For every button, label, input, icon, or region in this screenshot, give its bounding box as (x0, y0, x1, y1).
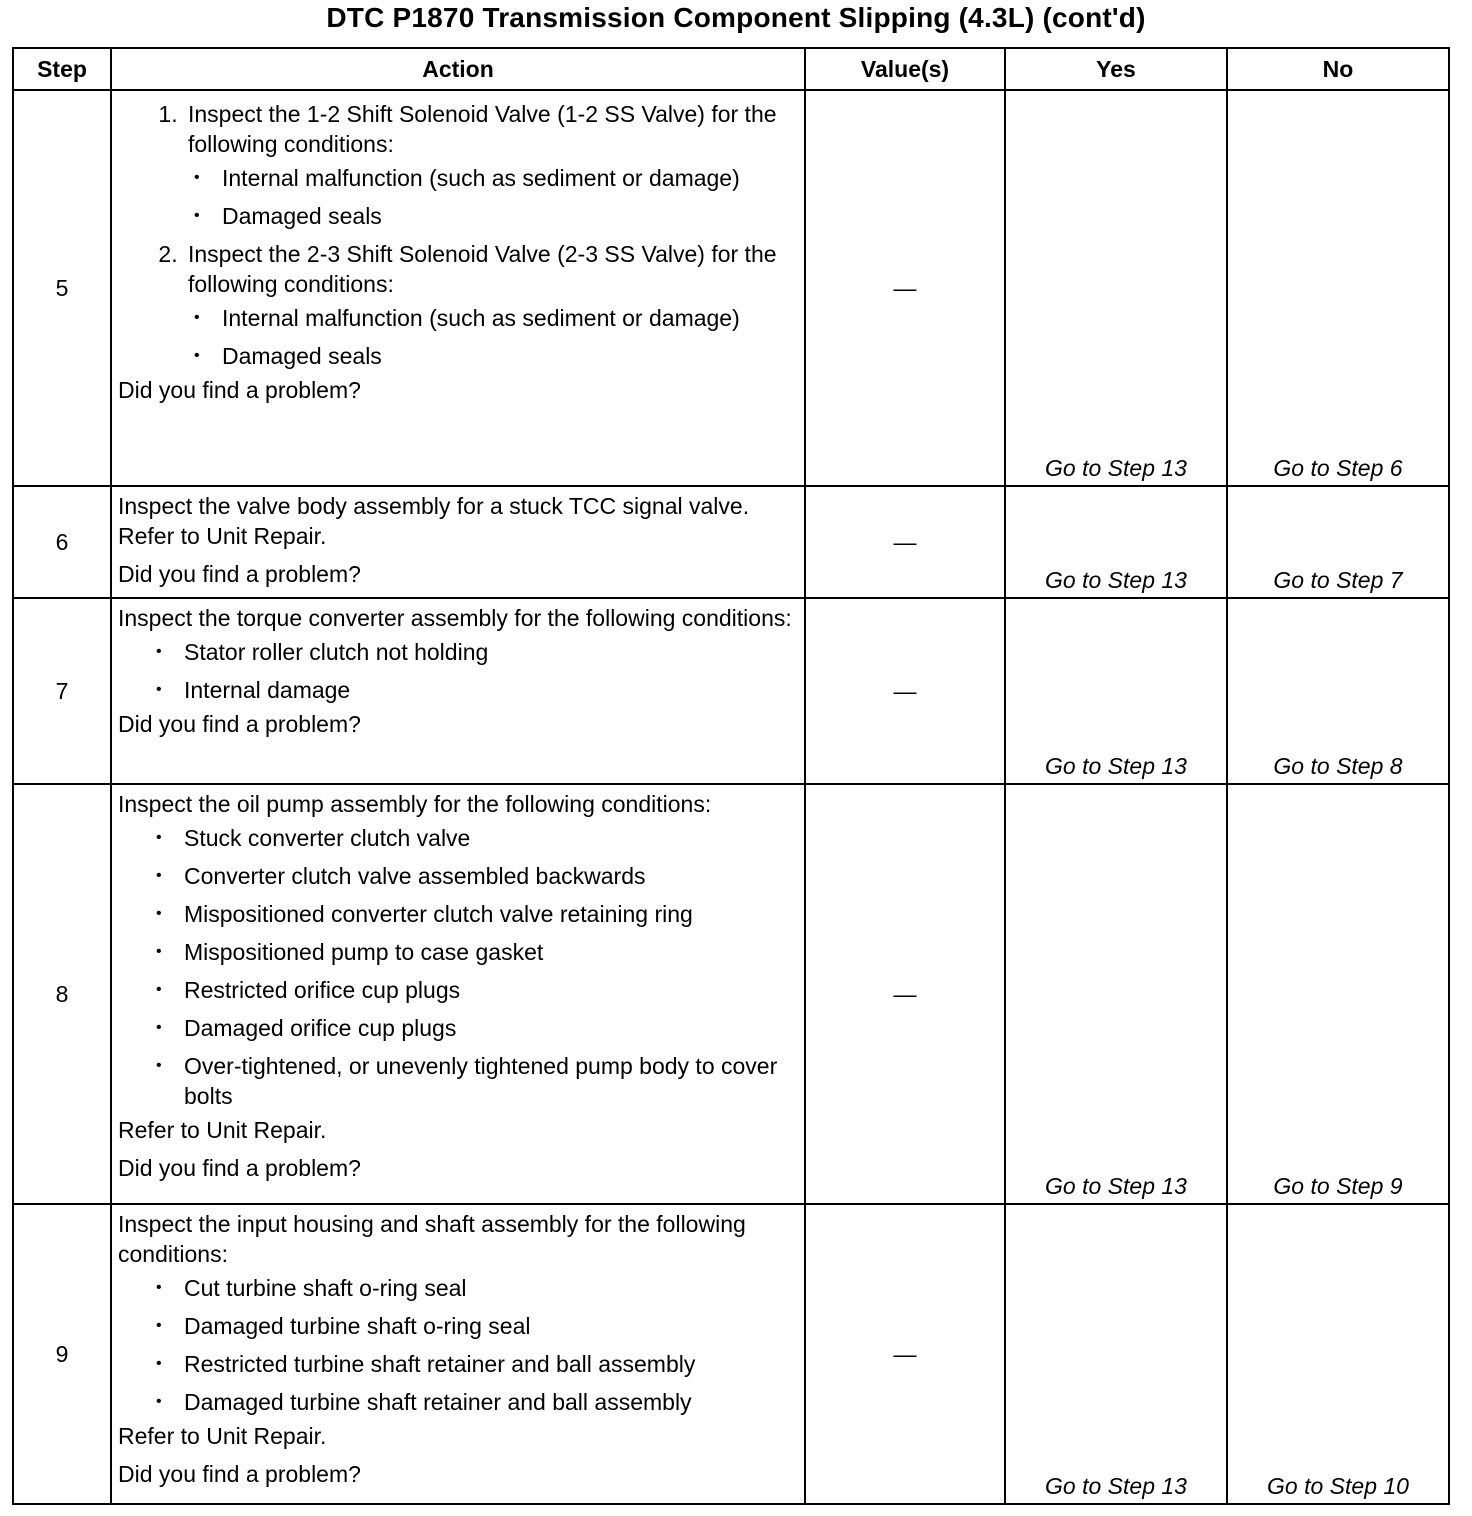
yes-cell: Go to Step 13 (1005, 598, 1227, 784)
action-text: Inspect the input housing and shaft assembly for the following conditions: (118, 1211, 746, 1267)
action-text: Inspect the torque converter assembly for the following conditions: (118, 605, 792, 631)
bullet-item: • Internal malfunction (such as sediment or damage) (188, 163, 796, 193)
bullet-item: • Converter clutch valve assembled backwards (118, 861, 796, 891)
question-text: Did you find a problem? (118, 561, 361, 587)
bullet-item: • Damaged turbine shaft retainer and ball assembly (118, 1387, 796, 1417)
table-row (13, 90, 1449, 486)
step-number: 5 (13, 90, 111, 486)
bullet-item: • Mispositioned converter clutch valve retaining ring (118, 899, 796, 929)
question-text: Did you find a problem? (118, 1461, 361, 1487)
question-text: Did you find a problem? (118, 377, 361, 403)
bullet-item: • Internal malfunction (such as sediment or damage) (188, 303, 796, 333)
numbered-item (184, 99, 796, 231)
bullet-item: • Mispositioned pump to case gasket (118, 937, 796, 967)
value-cell: — (805, 90, 1005, 486)
step-number: 8 (13, 784, 111, 1204)
question-text: Did you find a problem? (118, 711, 361, 737)
bullet-item: • Restricted orifice cup plugs (118, 975, 796, 1005)
bullet-item: • Stator roller clutch not holding (118, 637, 796, 667)
yes-cell: Go to Step 13 (1005, 784, 1227, 1204)
table-row (13, 598, 1449, 784)
header-step: Step (13, 48, 111, 90)
question-text: Did you find a problem? (118, 1155, 361, 1181)
no-cell: Go to Step 8 (1227, 598, 1449, 784)
header-action: Action (111, 48, 805, 90)
diagnostic-table (12, 47, 1450, 1505)
bullet-item: • Over-tightened, or unevenly tightened pump body to cover bolts (118, 1051, 796, 1111)
step-number: 9 (13, 1204, 111, 1504)
value-cell: — (805, 1204, 1005, 1504)
numbered-item-text: Inspect the 2-3 Shift Solenoid Valve (2-3 SS Valve) for the following conditions: (188, 241, 777, 297)
action-cell (111, 1204, 805, 1504)
yes-cell: Go to Step 13 (1005, 1204, 1227, 1504)
bullet-item: • Restricted turbine shaft retainer and ball assembly (118, 1349, 796, 1379)
no-cell: Go to Step 10 (1227, 1204, 1449, 1504)
page-title: DTC P1870 Transmission Component Slipping (4.3L) (cont'd) (326, 2, 1146, 33)
action-cell (111, 598, 805, 784)
yes-cell: Go to Step 13 (1005, 90, 1227, 486)
no-cell: Go to Step 7 (1227, 486, 1449, 598)
bullet-list (188, 303, 796, 371)
bullet-item: • Damaged seals (188, 201, 796, 231)
refer-text: Refer to Unit Repair. (118, 1423, 327, 1449)
action-cell (111, 486, 805, 598)
bullet-list (118, 823, 796, 1111)
action-cell (111, 784, 805, 1204)
bullet-list (118, 1273, 796, 1417)
numbered-list (118, 99, 796, 371)
action-text: Inspect the oil pump assembly for the following conditions: (118, 791, 712, 817)
bullet-item: • Damaged turbine shaft o-ring seal (118, 1311, 796, 1341)
bullet-item: • Damaged seals (188, 341, 796, 371)
bullet-item: • Damaged orifice cup plugs (118, 1013, 796, 1043)
header-yes: Yes (1005, 48, 1227, 90)
action-cell (111, 90, 805, 486)
no-cell: Go to Step 9 (1227, 784, 1449, 1204)
bullet-item: • Stuck converter clutch valve (118, 823, 796, 853)
action-text: Inspect the valve body assembly for a stuck TCC signal valve. Refer to Unit Repair. (118, 493, 750, 549)
no-cell: Go to Step 6 (1227, 90, 1449, 486)
bullet-list (188, 163, 796, 231)
table-row (13, 784, 1449, 1204)
value-cell: — (805, 784, 1005, 1204)
refer-text: Refer to Unit Repair. (118, 1117, 327, 1143)
numbered-item (184, 239, 796, 371)
table-row (13, 486, 1449, 598)
numbered-item-text: Inspect the 1-2 Shift Solenoid Valve (1-2 SS Valve) for the following conditions: (188, 101, 777, 157)
header-row (13, 48, 1449, 90)
step-number: 7 (13, 598, 111, 784)
step-number: 6 (13, 486, 111, 598)
value-cell: — (805, 598, 1005, 784)
bullet-item: • Cut turbine shaft o-ring seal (118, 1273, 796, 1303)
yes-cell: Go to Step 13 (1005, 486, 1227, 598)
table-row (13, 1204, 1449, 1504)
value-cell: — (805, 486, 1005, 598)
header-no: No (1227, 48, 1449, 90)
bullet-item: • Internal damage (118, 675, 796, 705)
header-values: Value(s) (805, 48, 1005, 90)
bullet-list (118, 637, 796, 705)
